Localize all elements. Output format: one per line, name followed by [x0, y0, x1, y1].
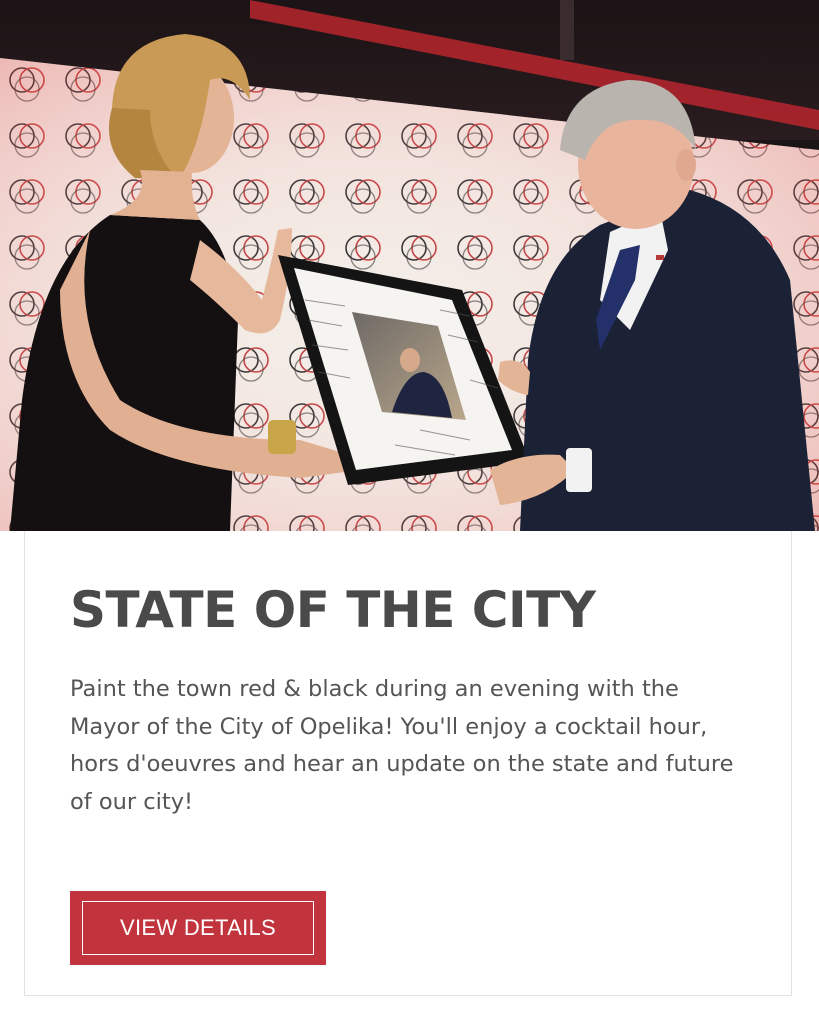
event-description: Paint the town red & black during an evening with the Mayor of the City of Opelika! You'll enjoy a cocktail hour, hors d'oeuvres and hear an update on the state and future of our city!	[70, 676, 734, 815]
event-card	[24, 531, 792, 996]
view-details-label: VIEW DETAILS	[82, 901, 314, 955]
event-title: STATE OF THE CITY	[70, 581, 596, 639]
view-details-button[interactable]	[70, 891, 326, 965]
